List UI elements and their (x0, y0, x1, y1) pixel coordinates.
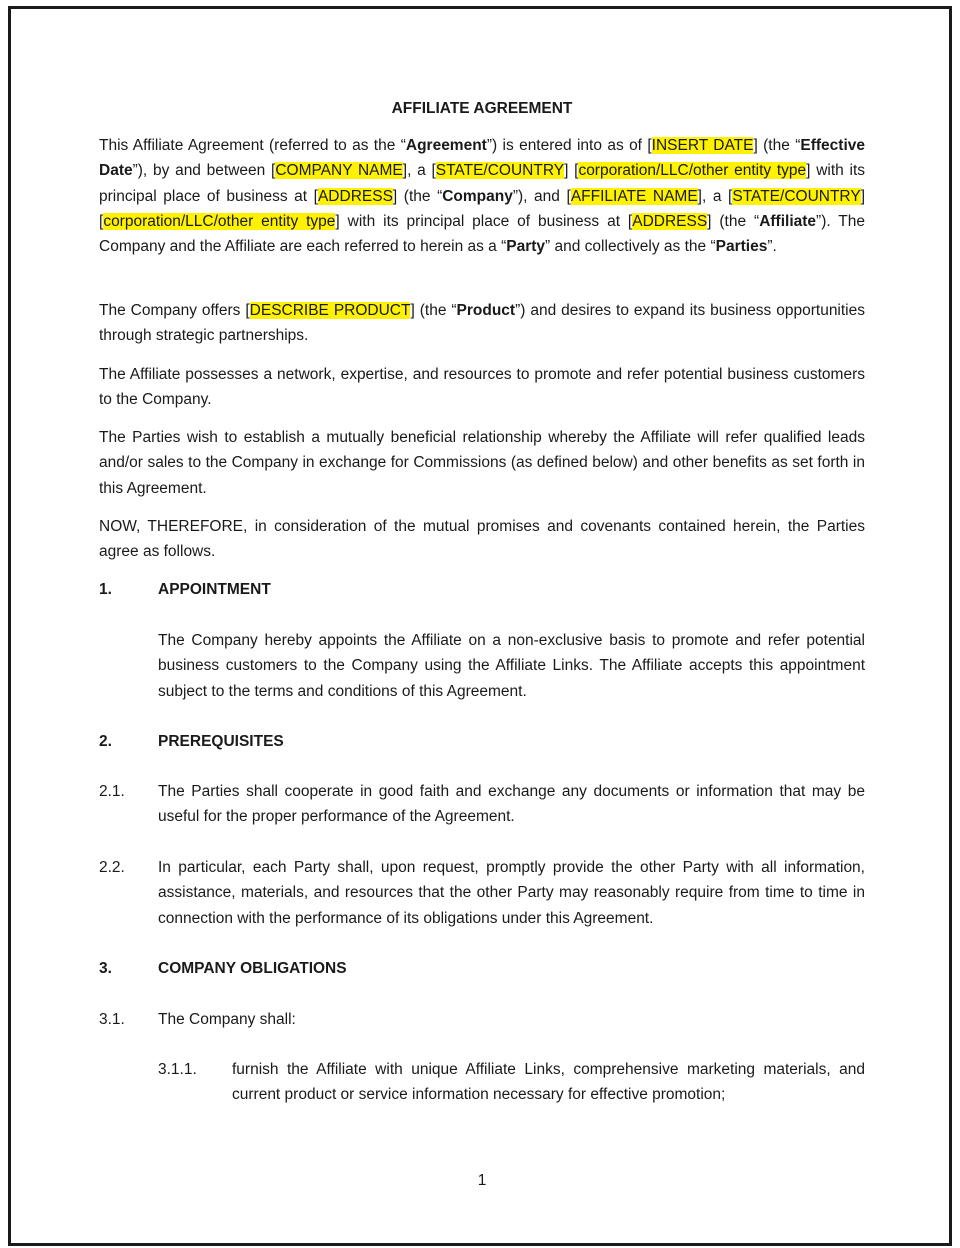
subclause-number: 3.1.1. (158, 1061, 197, 1078)
placeholder-insert-date: INSERT DATE (651, 137, 754, 154)
text-run: ] (the “ (707, 212, 760, 230)
text-run: ] with its principal place of business at [ (335, 212, 633, 230)
text-run: ”) and desires to expand its business opportunities through strategic partnerships. (99, 302, 865, 345)
defined-term-company: Company (442, 187, 513, 205)
defined-term-agreement: Agreement (405, 137, 487, 154)
section-number: 3. (99, 960, 112, 977)
text-run: ] (the “ (410, 302, 457, 319)
section-heading: APPOINTMENT (158, 581, 271, 598)
section-number: 2. (99, 733, 112, 750)
text-run: The Company offers [ (99, 302, 250, 319)
text-run: ], a [ (697, 187, 733, 205)
text-run: ] (the “ (753, 137, 801, 154)
defined-term-product: Product (456, 302, 516, 319)
clause-text: In particular, each Party shall, upon request, promptly provide the other Party with all information, assistance, materials, and resources that the other Party may reasonably require from time to time in connection with the performance of its obligations under this Agreement. (158, 859, 865, 927)
clause-text: The Company shall: (158, 1011, 296, 1028)
text-run: ], a [ (402, 162, 436, 180)
clause-number: 2.2. (99, 859, 125, 876)
text-run: ” and collectively as the “ (545, 238, 716, 256)
text-run: ”. (767, 238, 777, 256)
placeholder-state-country: STATE/COUNTRY (732, 187, 861, 205)
placeholder-address: ADDRESS (632, 212, 708, 230)
defined-term-affiliate: Affiliate (759, 212, 817, 230)
text-run: ”) is entered into as of [ (486, 137, 652, 154)
defined-term-effective-date: Effective Date (99, 137, 865, 180)
placeholder-describe-product: DESCRIBE PRODUCT (249, 302, 411, 319)
section-body: The Company hereby appoints the Affiliate on a non-exclusive basis to promote and refer potential business customers to the Company using the Affiliate Links. The Affiliate accepts this appointment subject to the terms and conditions of this Agreement. (158, 632, 865, 700)
section-heading: PREREQUISITES (158, 733, 284, 750)
subclause-text: furnish the Affiliate with unique Affiliate Links, comprehensive marketing materials, and current product or service information necessary for effective promotion; (232, 1061, 865, 1104)
text-run: This Affiliate Agreement (referred to as the “ (99, 137, 406, 154)
text-run: ] [ (564, 162, 579, 180)
recital-parties-paragraph: The Parties wish to establish a mutually beneficial relationship whereby the Affiliate will refer qualified leads and/or sales to the Company in exchange for Commissions (as defined below) and other benefits as set forth in this Agreement. (99, 429, 865, 497)
text-run: ”), and [ (512, 187, 571, 205)
now-therefore-paragraph: NOW, THEREFORE, in consideration of the mutual promises and covenants contained herein, the Parties agree as follows. (99, 518, 865, 561)
placeholder-affiliate-name: AFFILIATE NAME (570, 187, 698, 205)
section-heading: COMPANY OBLIGATIONS (158, 960, 347, 977)
clause-text: The Parties shall cooperate in good faith and exchange any documents or information that may be useful for the proper performance of the Agreement. (158, 783, 865, 826)
placeholder-entity-type: corporation/LLC/other entity type (578, 162, 807, 180)
text-run: ] with its principal place of business at [ (99, 162, 866, 205)
defined-term-parties: Parties (715, 238, 768, 256)
text-run: ”), by and between [ (132, 162, 276, 180)
product-paragraph (99, 298, 865, 349)
placeholder-state-country: STATE/COUNTRY (435, 162, 565, 180)
recital-affiliate-paragraph: The Affiliate possesses a network, expertise, and resources to promote and refer potential business customers to the Company. (99, 366, 865, 409)
defined-term-party: Party (506, 238, 546, 256)
placeholder-company-name: COMPANY NAME (275, 162, 403, 180)
text-run: ] [ (99, 187, 865, 230)
clause-number: 2.1. (99, 783, 125, 800)
page-number: 1 (477, 1172, 487, 1189)
document-title: AFFILIATE AGREEMENT (391, 100, 573, 117)
clause-number: 3.1. (99, 1011, 125, 1028)
placeholder-address: ADDRESS (317, 187, 393, 205)
parties-paragraph (99, 133, 865, 259)
section-number: 1. (99, 581, 112, 598)
placeholder-entity-type: corporation/LLC/other entity type (103, 212, 336, 230)
text-run: ] (the “ (392, 187, 443, 205)
text-run: ”). The Company and the Affiliate are each referred to herein as a “ (99, 212, 866, 256)
